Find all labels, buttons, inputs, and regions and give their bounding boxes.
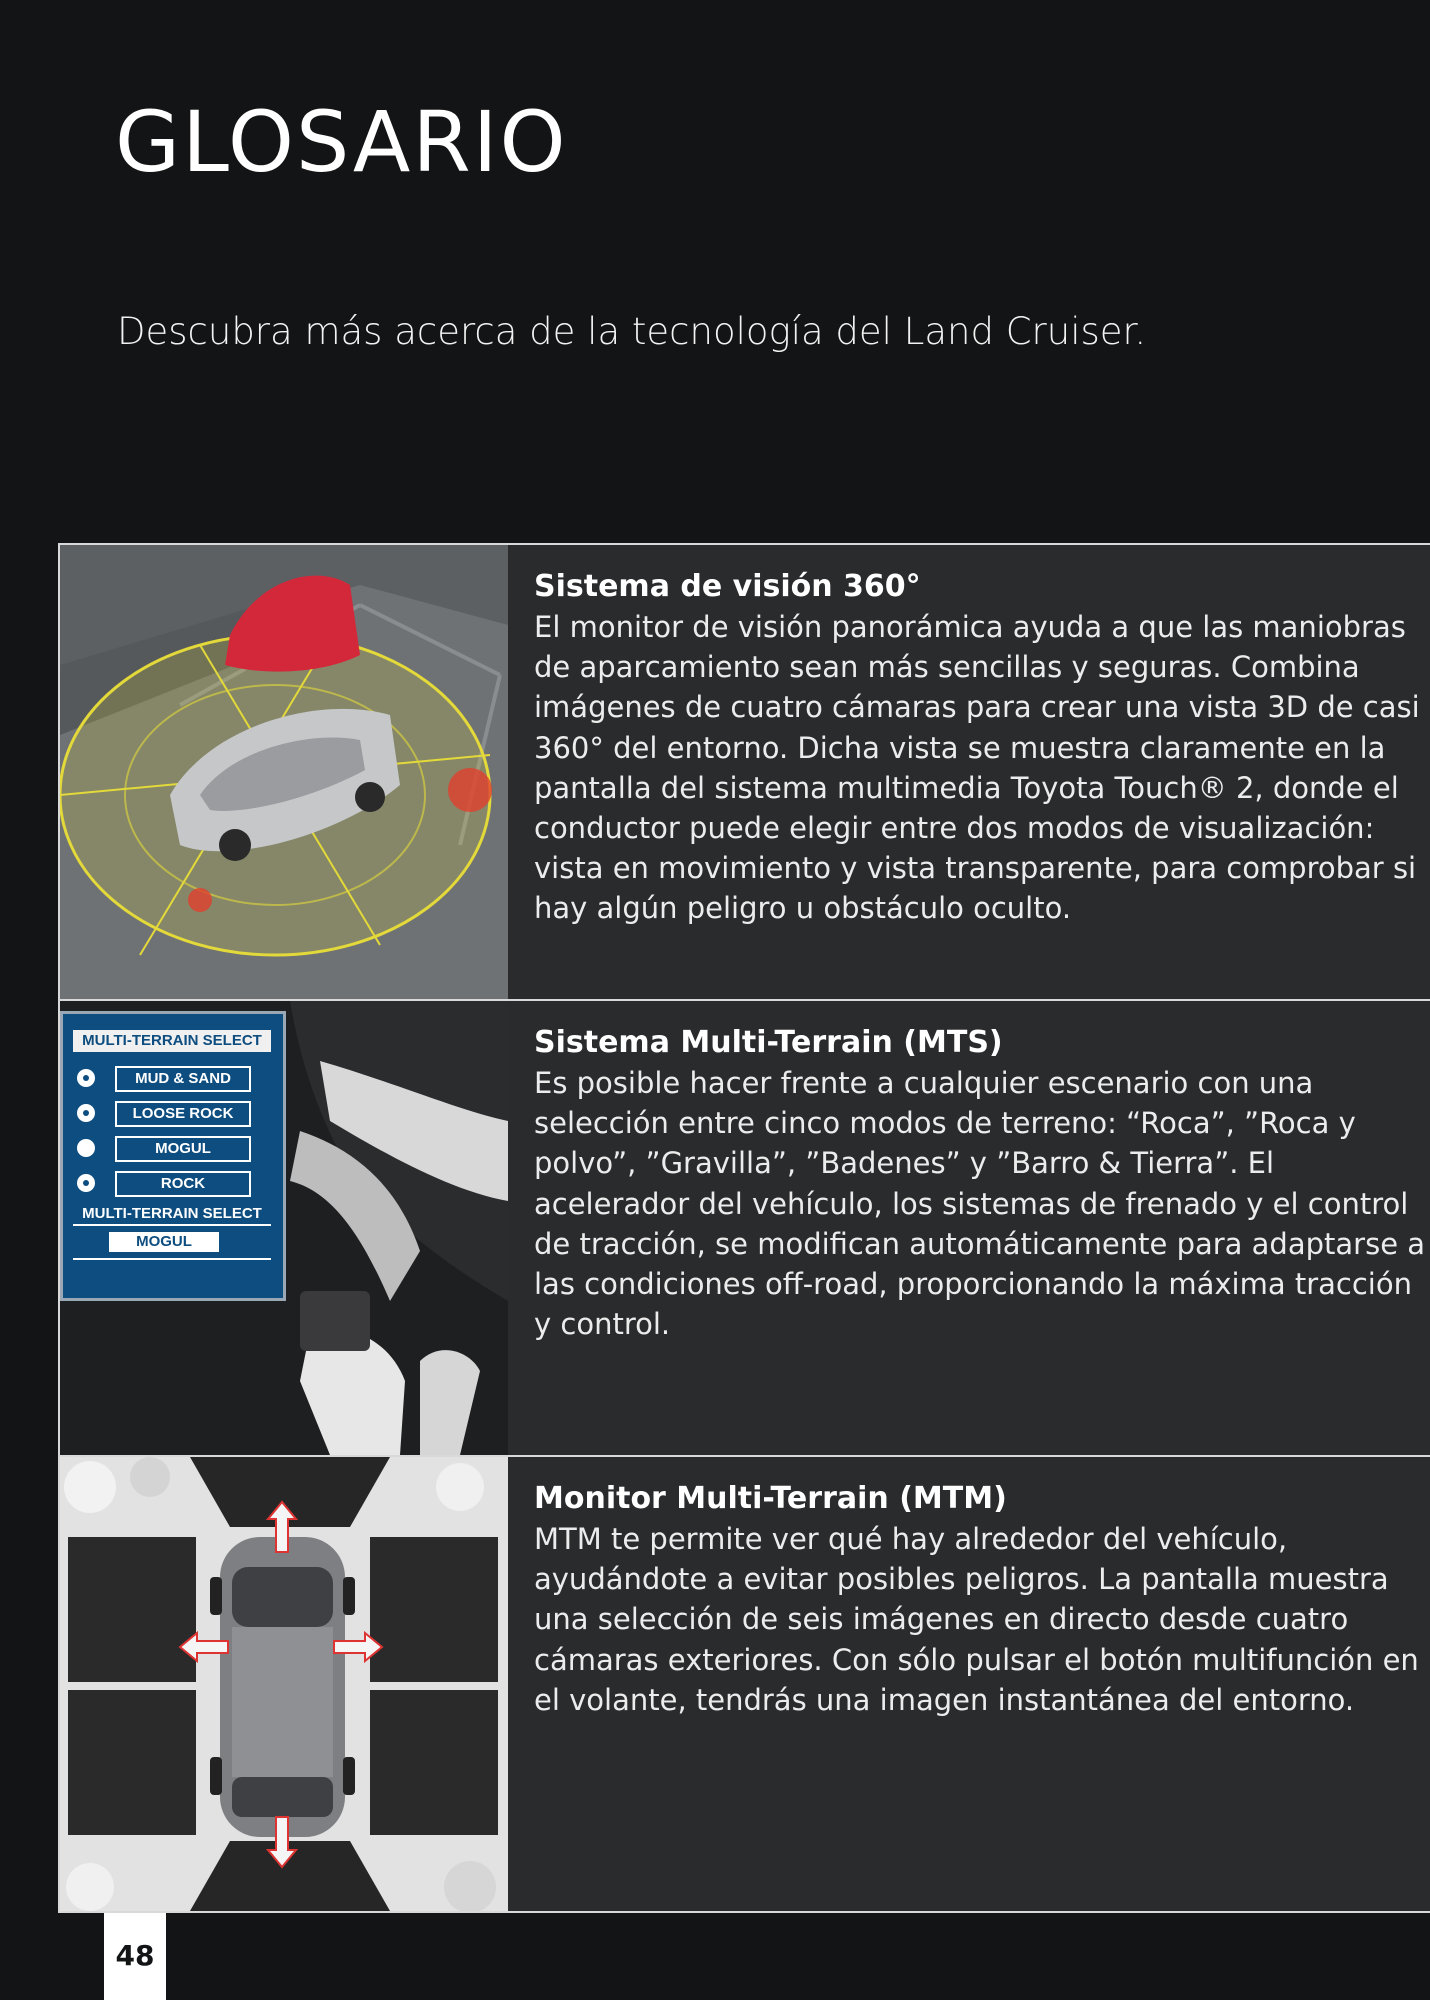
page-number: 48 [104,1913,166,2000]
entry-body: El monitor de visión panorámica ayuda a que las maniobras de aparcamiento sean más sencillas y seguras. Combina imágenes de cuatro cámaras para crear una vista 3D de casi 360° del entorno. Dicha vista se muestra claramente en la pantalla del sistema multimedia Toyota Touch® 2, donde el conductor puede elegir entre dos modos de visualización: vista en movimiento y vista transparente, para comprobar si hay algún peligro u obstáculo oculto. [534,610,1420,926]
radio-selected-icon [77,1174,95,1192]
mts-option-label: ROCK [115,1171,251,1197]
mts-option-label: MOGUL [115,1136,251,1162]
radio-selected-icon [77,1104,95,1122]
mts-text [508,1001,1430,1455]
entry-title: Sistema Multi-Terrain (MTS) [534,1025,1003,1060]
mts-option-label: LOOSE ROCK [115,1101,251,1127]
entry-body: Es posible hacer frente a cualquier escenario con una selección entre cinco modos de terreno: “Roca”, ”Roca y polvo”, ”Gravilla”, ”Badenes” y ”Barro & Tierra”. El acelerador del vehículo, los sistemas de frenado y el control de tracción, se modifican automáticamente para adaptarse a las condiciones off-road, proporcionando la máxima tracción y control. [534,1066,1426,1342]
mts-image [58,1001,510,1455]
mts-screen-underline [73,1258,271,1260]
mts-screen [60,1011,286,1301]
glossary-table [58,543,1430,1913]
mts-screen-footer-label: MULTI-TERRAIN SELECT [73,1204,271,1226]
glossary-row-mts [58,1001,1430,1457]
entry-title: Monitor Multi-Terrain (MTM) [534,1481,1007,1516]
page-subtitle: Descubra más acerca de la tecnología del Land Cruiser. [117,310,1147,353]
entry-title: Sistema de visión 360° [534,569,921,604]
mts-screen-header: MULTI-TERRAIN SELECT [73,1030,271,1052]
entry-body: MTM te permite ver qué hay alrededor del vehículo, ayudándote a evitar posibles peligros. La pantalla muestra una selección de seis imágenes en directo desde cuatro cámaras exteriores. Con sólo pulsar el botón multifunción en el volante, tendrás una imagen instantánea del entorno. [534,1522,1419,1717]
vision-360-image [58,545,510,999]
radio-filled-icon [77,1139,95,1157]
vision-360-text [508,545,1430,999]
glossary-row-mtm [58,1457,1430,1913]
mts-selected-mode: MOGUL [109,1232,219,1252]
glossary-row-360 [58,545,1430,1001]
mtm-text [508,1457,1430,1911]
mtm-image [58,1457,510,1911]
mts-option-label: MUD & SAND [115,1066,251,1092]
radio-selected-icon [77,1069,95,1087]
page-title: GLOSARIO [115,93,568,191]
